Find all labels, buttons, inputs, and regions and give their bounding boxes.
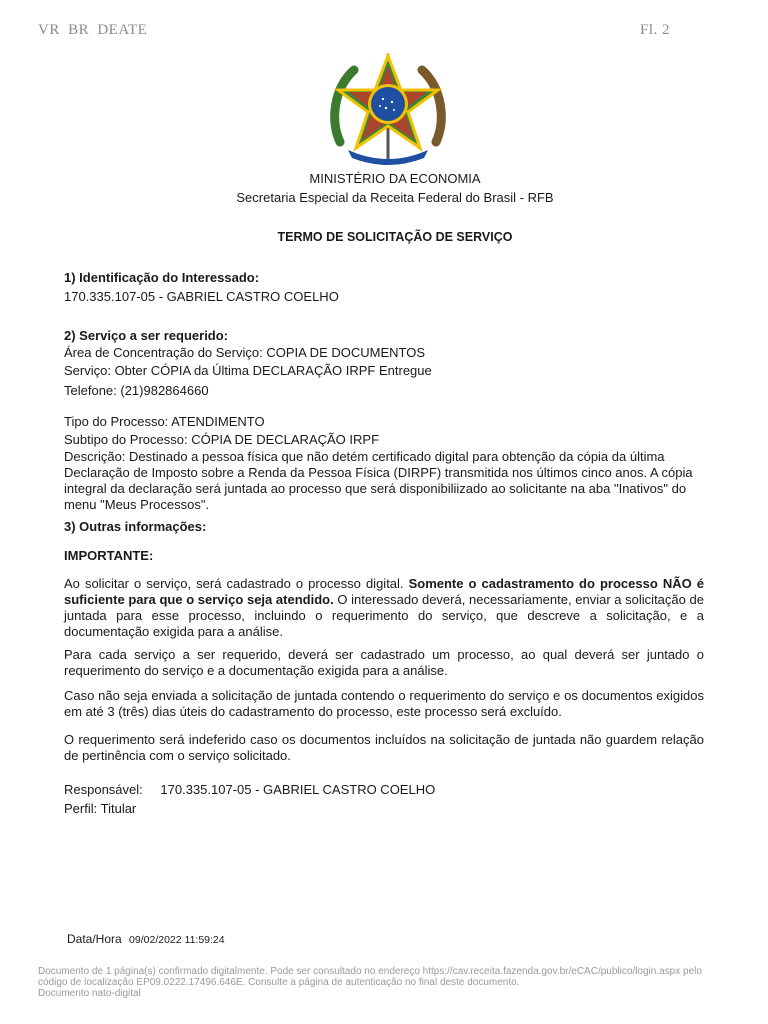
secretaria-name: Secretaria Especial da Receita Federal do Brasil - RFB — [236, 190, 554, 205]
p1-start: Ao solicitar o serviço, será cadastrado o processo digital. — [64, 576, 404, 591]
paragraph-3: Caso não seja enviada a solicitação de juntada contendo o requerimento do serviço e os documentos exigidos em até 3 (três) dias úteis do cadastramento do processo, este processo será excluído. — [64, 688, 704, 719]
subtipo-processo: Subtipo do Processo: CÓPIA DE DECLARAÇÃO IRPF — [64, 432, 380, 447]
section1-heading: 1) Identificação do Interessado: — [64, 270, 260, 285]
paragraph-4: O requerimento será indeferido caso os documentos incluídos na solicitação de juntada não guardem relação de pertinência com o serviço solicitado. — [64, 732, 704, 763]
perfil-value: Titular — [100, 801, 137, 816]
section2-heading: 2) Serviço a ser requerido: — [64, 328, 229, 343]
protocol-mark: VR BR DEATE — [38, 22, 148, 38]
responsavel-value: 170.335.107-05 - GABRIEL CASTRO COELHO — [160, 782, 436, 797]
ministry-name: MINISTÉRIO DA ECONOMIA — [309, 171, 481, 186]
note-line-1: Documento de 1 página(s) confirmado digitalmente. Pode ser consultado no endereço https://cav.receita.fazenda.gov.br/eCAC/publico/login.aspx pelo — [38, 966, 702, 977]
responsavel-label: Responsável: — [64, 782, 143, 797]
area-concentracao: Área de Concentração do Serviço: COPIA DE DOCUMENTOS — [64, 345, 426, 360]
perfil-line — [64, 801, 704, 817]
note-line-3: Documento nato-digital — [38, 988, 141, 999]
document-title: TERMO DE SOLICITAÇÃO DE SERVIÇO — [277, 230, 513, 244]
tipo-processo: Tipo do Processo: ATENDIMENTO — [64, 414, 265, 429]
brazil-coat-of-arms-icon — [328, 50, 448, 166]
datahora-value: 09/02/2022 11:59:24 — [129, 934, 225, 946]
datahora-label: Data/Hora — [67, 932, 122, 946]
telefone-line: Telefone: (21)982864660 — [64, 383, 209, 398]
p1-bold: Somente o cadastramento do processo NÃO é suficiente para que o serviço seja atendido. — [64, 576, 704, 607]
authentication-note — [38, 966, 738, 999]
important-label: IMPORTANTE: — [64, 548, 154, 563]
interessado-value: 170.335.107-05 - GABRIEL CASTRO COELHO — [64, 289, 339, 304]
page-number: Fl. 2 — [640, 22, 671, 38]
note-line-2: código de localização EP09.0222.17496.646E. Consulte a página de autenticação no final deste documento. — [38, 977, 520, 988]
p1-end: O interessado deverá, necessariamente, enviar a solicitação de juntada para esse processo, incluindo o requerimento do serviço, que descreve a solicitação, e a documentação exigida para a análise. — [64, 592, 704, 639]
paragraph-2: Para cada serviço a ser requerido, deverá ser cadastrado um processo, ao qual deverá ser juntado o requerimento do serviço e a documentação exigida para a análise. — [64, 647, 704, 678]
paragraph-1 — [64, 576, 704, 640]
descricao: Descrição: Destinado a pessoa física que não detém certificado digital para obtenção da cópia da última Declaração de Imposto sobre a Renda da Pessoa Física (DIRPF) transmitida nos últimos cinco anos. A cópia integral da declaração será juntada ao processo que será disponibiliizado ao solicitante na aba "Inativos" do menu "Meus Processos". — [64, 449, 693, 512]
servico-line: Serviço: Obter CÓPIA da Última DECLARAÇÃO IRPF Entregue — [64, 363, 432, 378]
section3-heading: 3) Outras informações: — [64, 519, 207, 534]
perfil-label: Perfil: — [64, 801, 98, 816]
datahora — [67, 932, 225, 946]
responsavel-line — [64, 782, 704, 798]
